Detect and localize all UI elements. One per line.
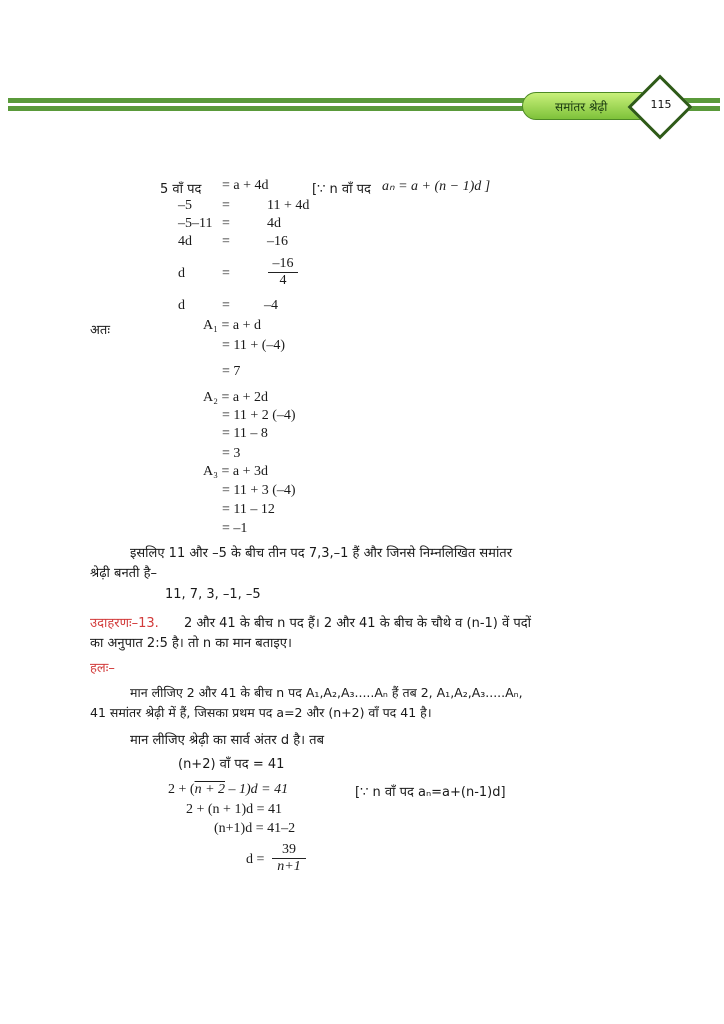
fraction-d xyxy=(268,256,298,289)
header-rule-lower xyxy=(8,106,528,111)
solution-step-overline xyxy=(168,782,288,798)
ap-series: 11, 7, 3, –1, –5 xyxy=(165,587,261,602)
step-lhs: –5 xyxy=(178,198,192,213)
fraction-denominator: 4 xyxy=(279,273,287,288)
paragraph-line: श्रेढ़ी बनती है– xyxy=(90,566,157,581)
solution-step: 2 + (n + 1)d = 41 xyxy=(186,802,283,817)
a3-line: = 11 – 12 xyxy=(222,502,275,517)
nth-term-formula: aₙ = a + (n − 1)d ] xyxy=(382,179,491,194)
fraction-numerator: 39 xyxy=(272,842,306,859)
step-lhs: d xyxy=(178,298,185,313)
step-eq: = xyxy=(222,198,230,213)
a2-line: = 3 xyxy=(222,446,241,461)
a2-line: A₂ = a + 2d xyxy=(203,390,268,405)
solution-label: हलः– xyxy=(90,661,115,676)
header-rule xyxy=(8,98,528,103)
example-label: उदाहरणः–13. xyxy=(90,616,159,631)
solution-step: (n+2) वाँ पद = 41 xyxy=(178,757,285,772)
a2-line: = 11 + 2 (–4) xyxy=(222,408,296,423)
step-lhs: d xyxy=(178,266,185,281)
step-eq: = xyxy=(222,234,230,249)
a3-line: = 11 + 3 (–4) xyxy=(222,483,296,498)
step-suffix: – 1)d = 41 xyxy=(225,782,289,797)
a3-line: A₃ = a + 3d xyxy=(203,464,268,479)
page-number: 115 xyxy=(650,98,672,111)
solution-text: मान लीजिए श्रेढ़ी का सार्व अंतर d है। तब xyxy=(130,733,324,748)
therefore-label: अतः xyxy=(90,323,110,338)
step-eq: = xyxy=(222,216,230,231)
step-rhs: –16 xyxy=(267,234,288,249)
fraction-d-final xyxy=(272,842,306,875)
term-5-eq: = a + 4d xyxy=(222,178,269,193)
step-eq: = xyxy=(222,266,230,281)
solution-text: मान लीजिए 2 और 41 के बीच n पद A₁,A₂,A₃.....Aₙ हैं तब 2, A₁,A₂,A₃.....Aₙ, xyxy=(130,685,523,700)
solution-step: d = xyxy=(246,852,265,867)
a3-line: = –1 xyxy=(222,521,248,536)
chapter-title: समांतर श्रेढ़ी xyxy=(555,100,608,114)
step-rhs: 11 + 4d xyxy=(267,198,310,213)
a1-line: A₁ = a + d xyxy=(203,318,261,333)
example-text: का अनुपात 2:5 है। तो n का मान बताइए। xyxy=(90,636,292,651)
step-lhs: 4d xyxy=(178,234,192,249)
fraction-denominator: n+1 xyxy=(277,859,301,874)
term-5-label: 5 वाँ पद xyxy=(160,182,202,197)
step-rhs: –4 xyxy=(264,298,278,313)
fraction-numerator: –16 xyxy=(268,256,298,273)
solution-step: (n+1)d = 41–2 xyxy=(214,821,296,836)
nth-term-note: [∵ n वाँ पद xyxy=(312,182,371,197)
a1-line: = 11 + (–4) xyxy=(222,338,286,353)
solution-text: 41 समांतर श्रेढ़ी में हैं, जिसका प्रथम पद a=2 और (n+2) वाँ पद 41 है। xyxy=(90,705,432,720)
step-overlined-term: n + 2 xyxy=(194,782,226,797)
a1-line: = 7 xyxy=(222,364,241,379)
nth-term-note: [∵ n वाँ पद aₙ=a+(n-1)d] xyxy=(355,785,506,800)
step-lhs: –5–11 xyxy=(178,216,213,231)
a2-line: = 11 – 8 xyxy=(222,426,268,441)
step-prefix: 2 + ( xyxy=(168,782,195,797)
step-rhs: 4d xyxy=(267,216,281,231)
paragraph-line: इसलिए 11 और –5 के बीच तीन पद 7,3,–1 हैं और जिनसे निम्नलिखित समांतर xyxy=(130,546,513,561)
step-eq: = xyxy=(222,298,230,313)
example-text: 2 और 41 के बीच n पद हैं। 2 और 41 के बीच के चौथे व (n-1) वें पदों xyxy=(184,616,532,631)
